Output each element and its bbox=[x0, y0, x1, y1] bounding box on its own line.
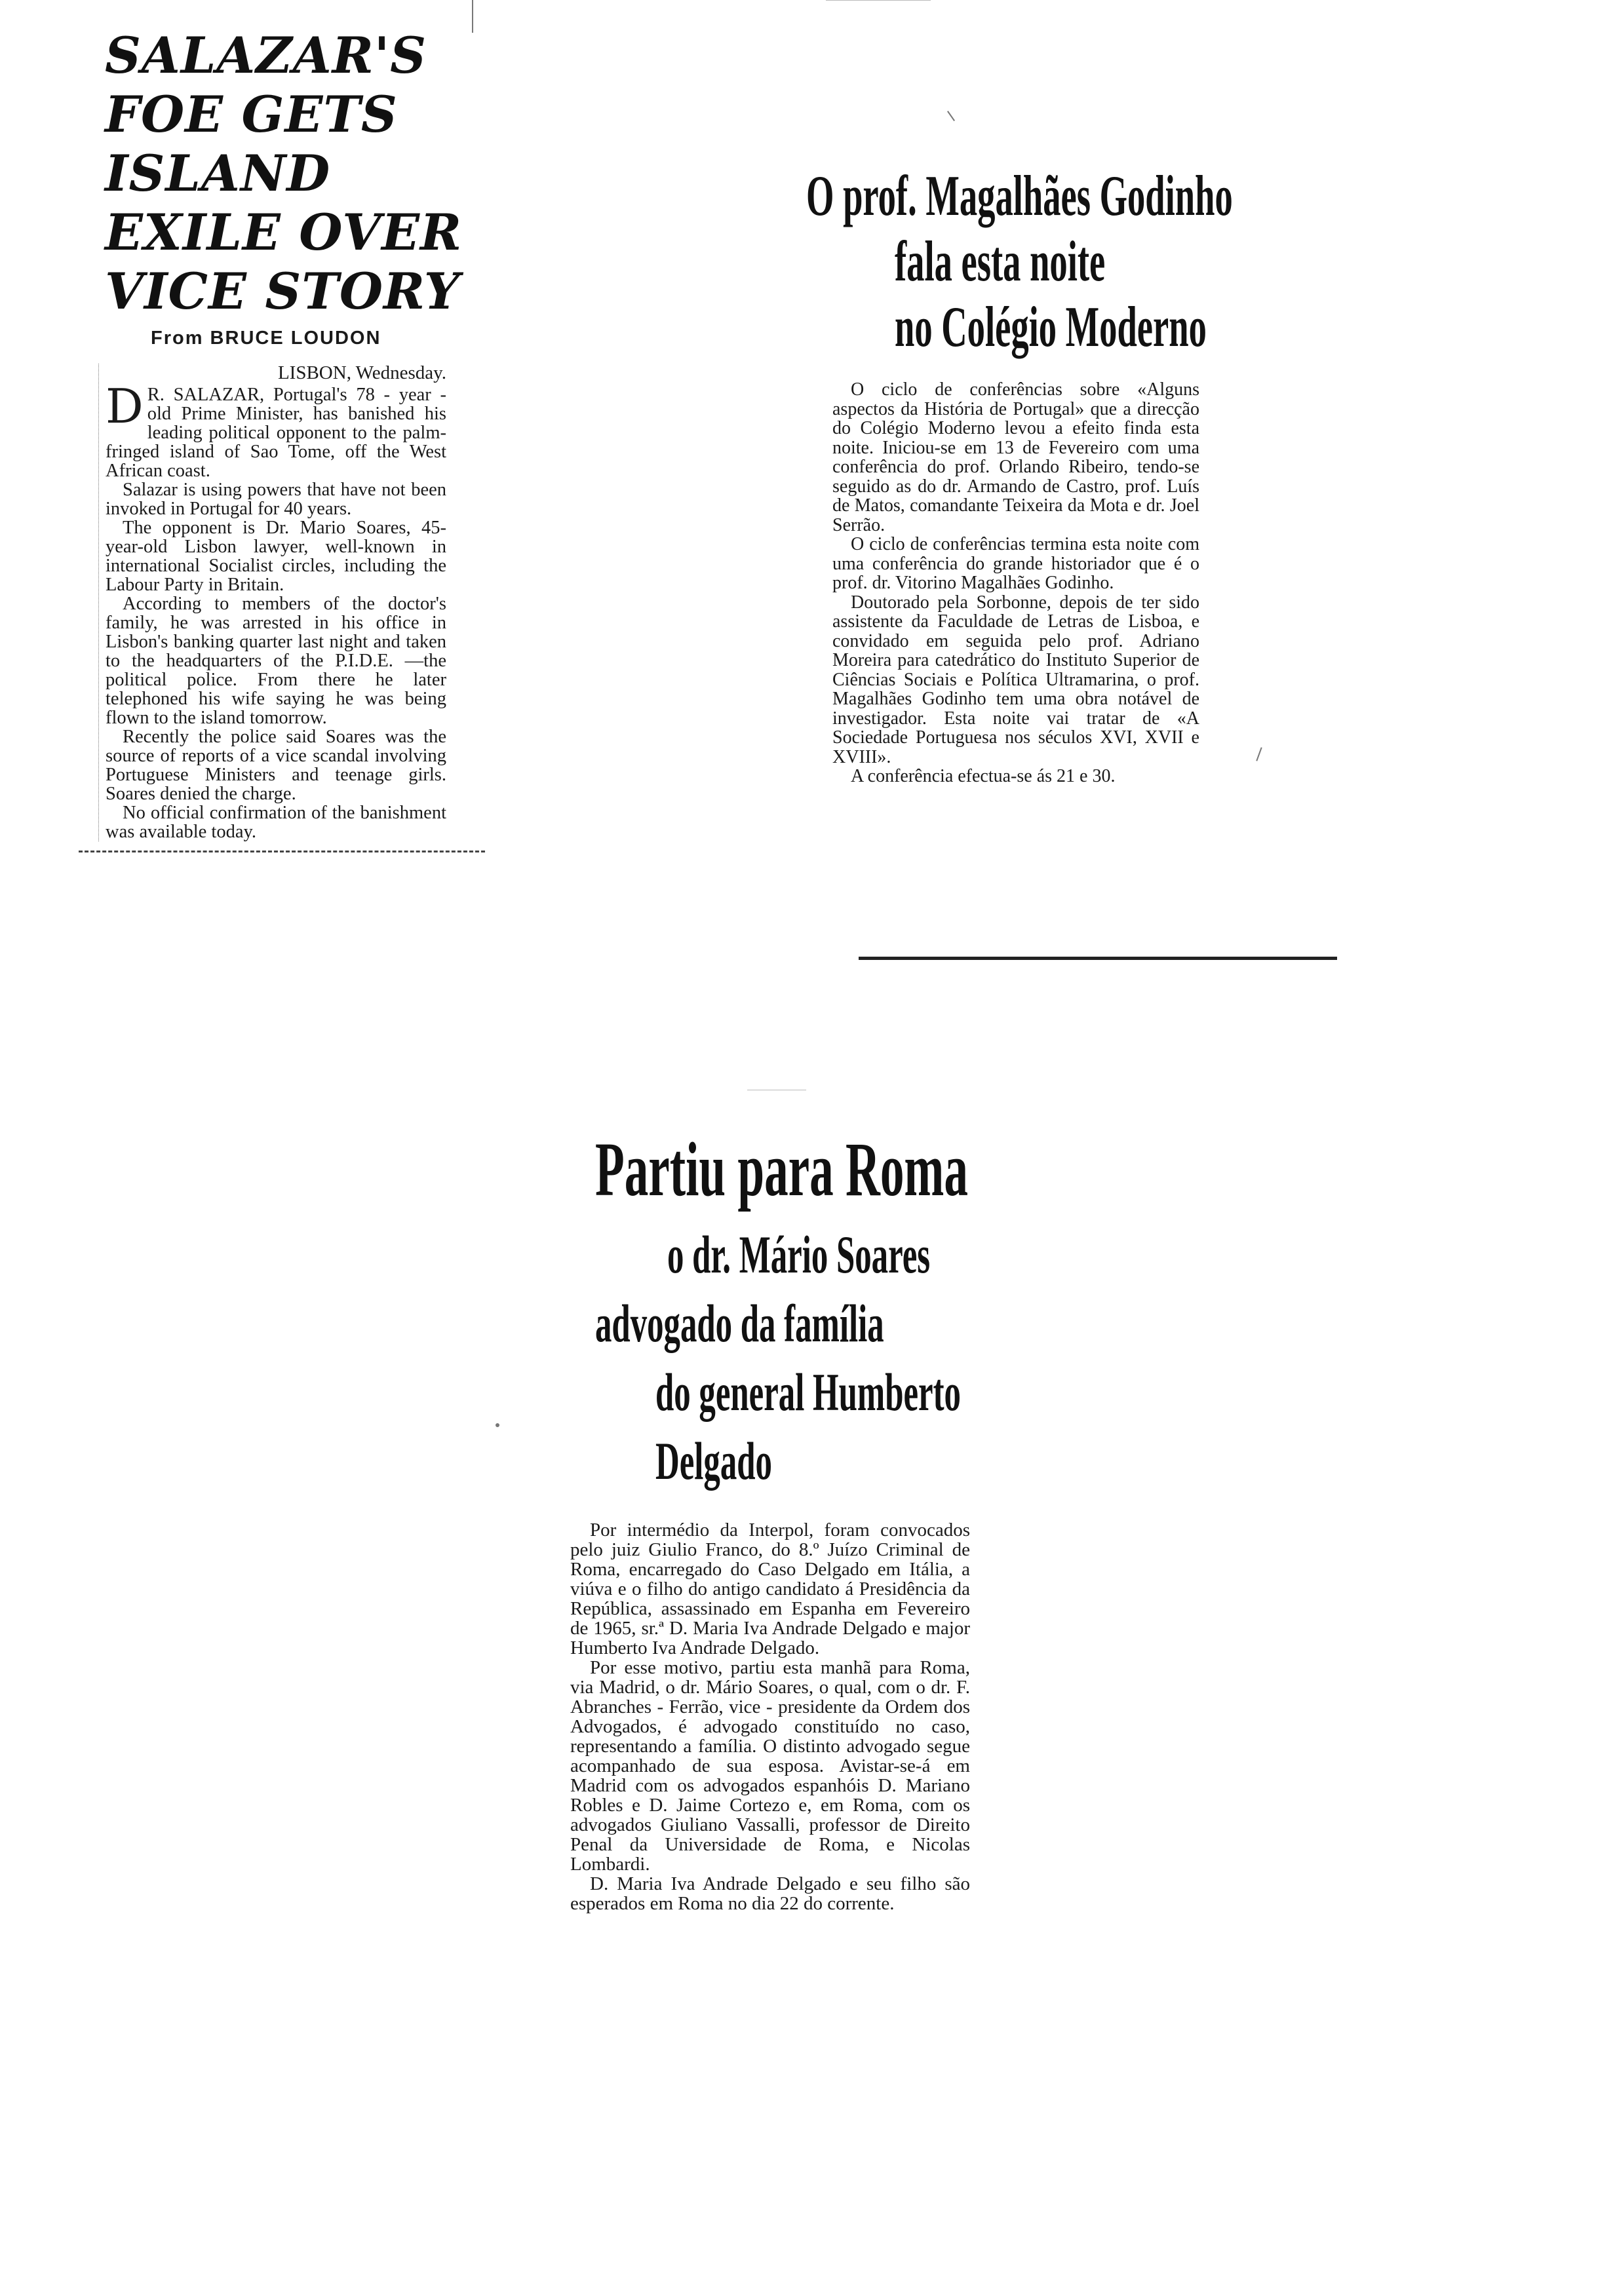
english-article-clipping bbox=[105, 26, 463, 1075]
article-paragraph: A conferência efectua-se ás 21 e 30. bbox=[851, 766, 1116, 786]
headline-line: ISLAND bbox=[105, 144, 331, 202]
scan-mark bbox=[947, 111, 955, 121]
roma-article-body bbox=[570, 1520, 970, 1913]
article-paragraph: The opponent is Dr. Mario Soares, 45-year-old Lisbon lawyer, well-known in international Socialist circles, including the Labour Party in Britain. bbox=[106, 518, 446, 595]
roma-headline-line: do general Humberto bbox=[655, 1362, 961, 1422]
godinho-article-clipping bbox=[806, 164, 1233, 989]
scan-mark bbox=[826, 0, 931, 1]
dateline: LISBON, Wednesday. bbox=[277, 362, 446, 383]
scan-mark bbox=[496, 1423, 499, 1427]
english-headline bbox=[105, 26, 472, 321]
scan-mark bbox=[1256, 747, 1262, 761]
godinho-article-body bbox=[832, 380, 1199, 786]
clipping-edge-rule bbox=[79, 851, 485, 852]
roma-headline-line: o dr. Mário Soares bbox=[667, 1225, 931, 1284]
godinho-headline-line: no Colégio Moderno bbox=[895, 296, 1207, 359]
article-paragraph: Recently the police said Soares was the source of reports of a vice scandal involving Portuguese Ministers and teenage girls. Soares denied the charge. bbox=[106, 727, 446, 804]
article-paragraph: Doutorado pela Sorbonne, depois de ter sido assistente da Faculdade de Letras de Lisboa, e convidado em seguida pelo prof. Adriano Moreira para catedrático do Instituto Superior de Ciências Sociais e Política Ultramarina, o prof. Magalhães Godinho tem uma obra notável de investigador. Esta noite vai tratar de «A Sociedade Portuguesa nos séculos XVI, XVII e XVIII». bbox=[832, 592, 1199, 767]
drop-cap: D bbox=[106, 379, 144, 434]
article-paragraph: Por esse motivo, partiu esta manhã para Roma, via Madrid, o dr. Mário Soares, o qual, com o dr. F. Abranches - Ferrão, vice - presidente da Ordem dos Advogados, é advogado constituído no caso, representando a família. O distinto advogado segue acompanhado de sua esposa. Avistar-se-á em Madrid com os advogados espanhóis D. Mariano Robles e D. Jaime Cortezo e, em Roma, com os advogados Giuliano Vassalli, professor de Direito Penal da Universidade de Roma, e Nicolas Lombardi. bbox=[570, 1657, 970, 1875]
roma-headline-line: Partiu para Roma bbox=[595, 1126, 968, 1212]
article-paragraph: According to members of the doctor's family, he was arrested in his office in Lisbon's banking quarter last night and taken to the headquarters of the P.I.D.E. —the political police. From there he later telephoned his wife saying he was being flown to the island tomorrow. bbox=[106, 594, 446, 728]
headline-line: SALAZAR'S bbox=[105, 26, 427, 85]
headline-line: EXILE OVER bbox=[105, 203, 463, 261]
article-end-rule bbox=[859, 957, 1337, 960]
roma-article-clipping bbox=[570, 1127, 1068, 2123]
article-paragraph: O ciclo de conferências sobre «Alguns aspectos da História de Portugal» que a direcção do Colégio Moderno levou a efeito finda esta noite. Iniciou-se em 13 de Fevereiro com uma conferência do prof. Orlando Ribeiro, tendo-se seguido as do dr. Armando de Castro, prof. Luís de Matos, comandante Teixeira da Mota e dr. Joel Serrão. bbox=[832, 379, 1199, 535]
godinho-headline-line: fala esta noite bbox=[895, 230, 1106, 294]
article-paragraph: O ciclo de conferências termina esta noite com uma conferência do grande historiador que é o prof. dr. Vitorino Magalhães Godinho. bbox=[832, 534, 1199, 593]
article-paragraph: No official confirmation of the banishment was available today. bbox=[106, 803, 446, 842]
article-paragraph: Por intermédio da Interpol, foram convocados pelo juiz Giulio Franco, do 8.º Juízo Criminal de Roma, encarregado do Caso Delgado em Itália, a viúva e o filho do antigo candidato á Presidência da República, assassinado em Espanha em Fevereiro de 1965, sr.ª D. Maria Iva Andrade Delgado e major Humberto Iva Andrade Delgado. bbox=[570, 1520, 970, 1658]
godinho-headline-line: O prof. Magalhães Godinho bbox=[806, 164, 1233, 228]
scan-mark bbox=[472, 0, 473, 33]
paragraph-text: R. SALAZAR, Portugal's 78 - year - old Prime Minister, has banished his leading political opponent to the palm-fringed island of Sao Tome, off the West African coast. bbox=[106, 385, 446, 481]
byline: From BRUCE LOUDON bbox=[151, 328, 381, 349]
roma-headline-line: Delgado bbox=[655, 1431, 772, 1491]
headline-line: VICE STORY bbox=[105, 262, 461, 320]
english-article-body bbox=[98, 364, 446, 841]
article-paragraph bbox=[106, 379, 446, 481]
article-paragraph: Salazar is using powers that have not been invoked in Portugal for 40 years. bbox=[106, 480, 446, 519]
roma-headline-line: advogado da família bbox=[595, 1293, 884, 1353]
article-paragraph: D. Maria Iva Andrade Delgado e seu filho são esperados em Roma no dia 22 do corrente. bbox=[570, 1873, 970, 1914]
headline-line: FOE GETS bbox=[105, 85, 398, 144]
